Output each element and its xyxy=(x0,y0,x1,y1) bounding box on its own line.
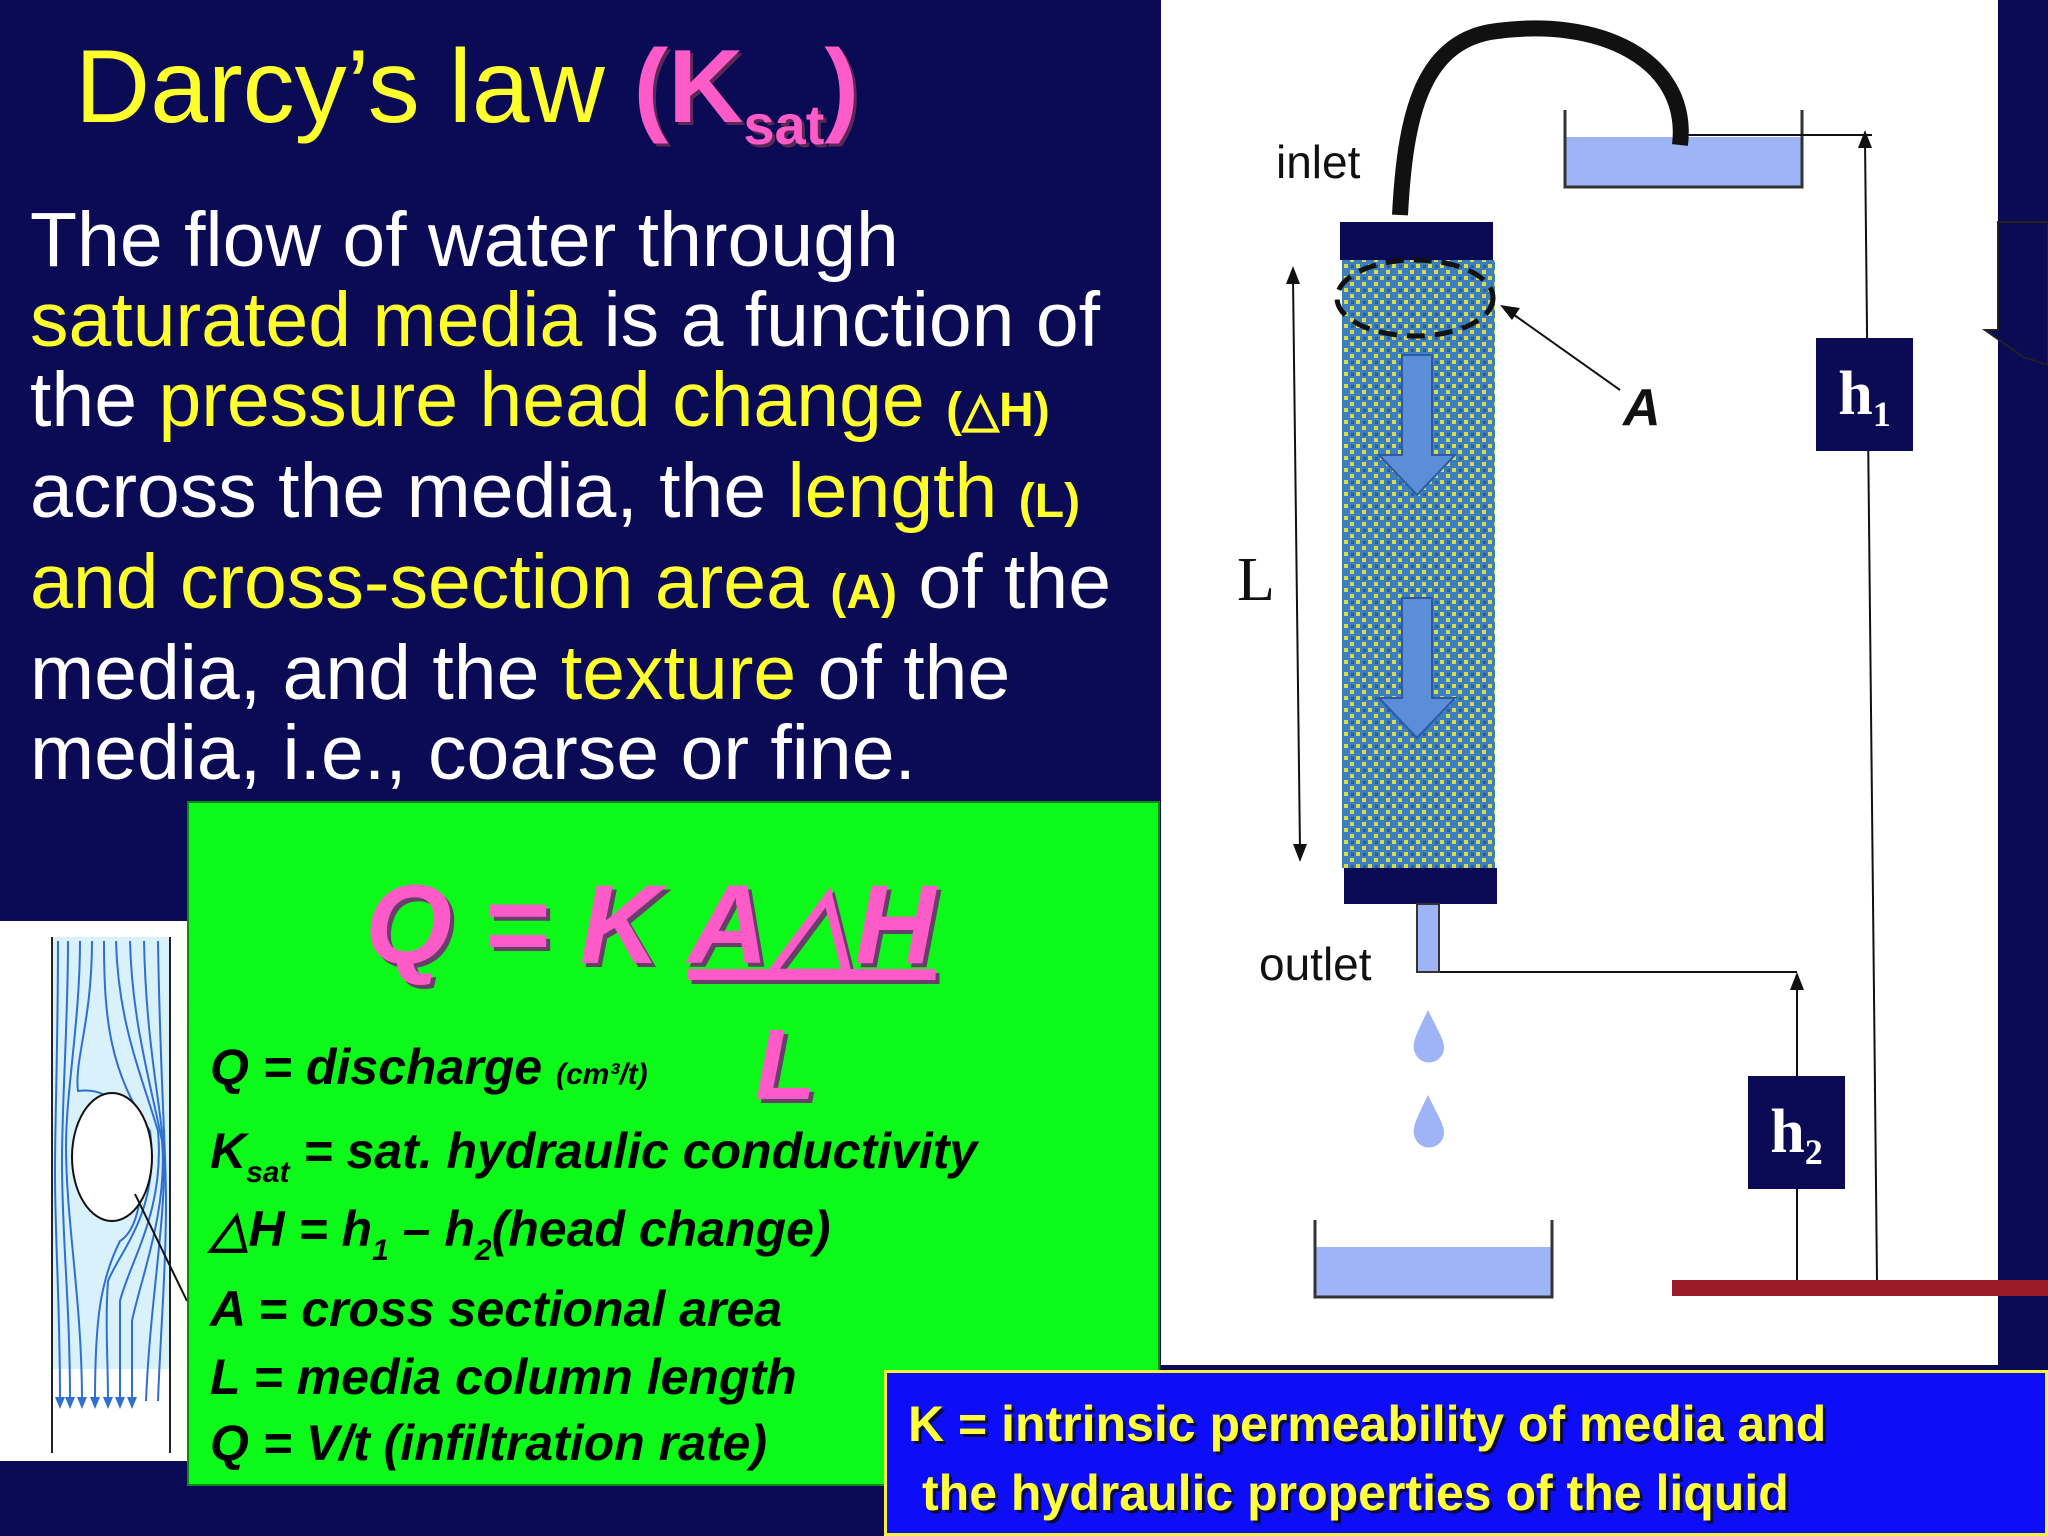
soil-column xyxy=(1337,222,1497,904)
h1-line xyxy=(1865,140,1877,1280)
note-line-1: K = intrinsic permeability of media and xyxy=(908,1396,1827,1452)
area-label: A xyxy=(1623,379,1661,437)
outlet-label: outlet xyxy=(1259,938,1372,990)
water-drop xyxy=(1414,1095,1444,1148)
inlet-label: inlet xyxy=(1276,136,1361,188)
def-ksat: $K_{sat}$ = sat. hydraulic conductivity xyxy=(210,1123,978,1189)
equation-numerator: A△H xyxy=(687,862,936,987)
def-length: L = media column length xyxy=(210,1349,797,1405)
soil-particle xyxy=(72,1093,152,1221)
title-main: Darcy’s law xyxy=(75,29,605,145)
big-arrow-right xyxy=(1985,222,2048,365)
lower-reservoir xyxy=(1315,1220,1552,1297)
length-arrow xyxy=(1293,278,1300,850)
equation-denominator: L xyxy=(755,1009,817,1121)
def-head-change: △H = $h_1$ – $h_2(head$ change) xyxy=(210,1201,831,1267)
outlet-pipe xyxy=(1417,904,1439,972)
water-drop xyxy=(1414,1010,1444,1063)
area-pointer xyxy=(1510,312,1620,390)
datum-bar xyxy=(1672,1280,2048,1296)
description-paragraph: The flow of water through saturated media is a function of the pressure head change (△H) across the media, the length (L) and cross-section area (A) of the media, and the texture of the media, i.e., coarse or fine. xyxy=(30,197,1112,796)
flow-around-particle-diagram xyxy=(0,921,187,1461)
length-label: L xyxy=(1237,546,1275,614)
def-discharge: Q = discharge (cm³/t) xyxy=(210,1039,648,1095)
h1-label: h1 xyxy=(1816,338,1913,451)
darcy-equation: Q = K A△H xyxy=(365,862,936,987)
def-infiltration: Q = V/t (infiltration rate) xyxy=(210,1415,767,1471)
h2-label: h2 xyxy=(1748,1076,1845,1189)
def-area: A = cross sectional area xyxy=(210,1281,783,1337)
note-line-2: the hydraulic properties of the liquid xyxy=(922,1465,1789,1521)
title-ksat: $(K_{sat})$ xyxy=(633,29,859,156)
